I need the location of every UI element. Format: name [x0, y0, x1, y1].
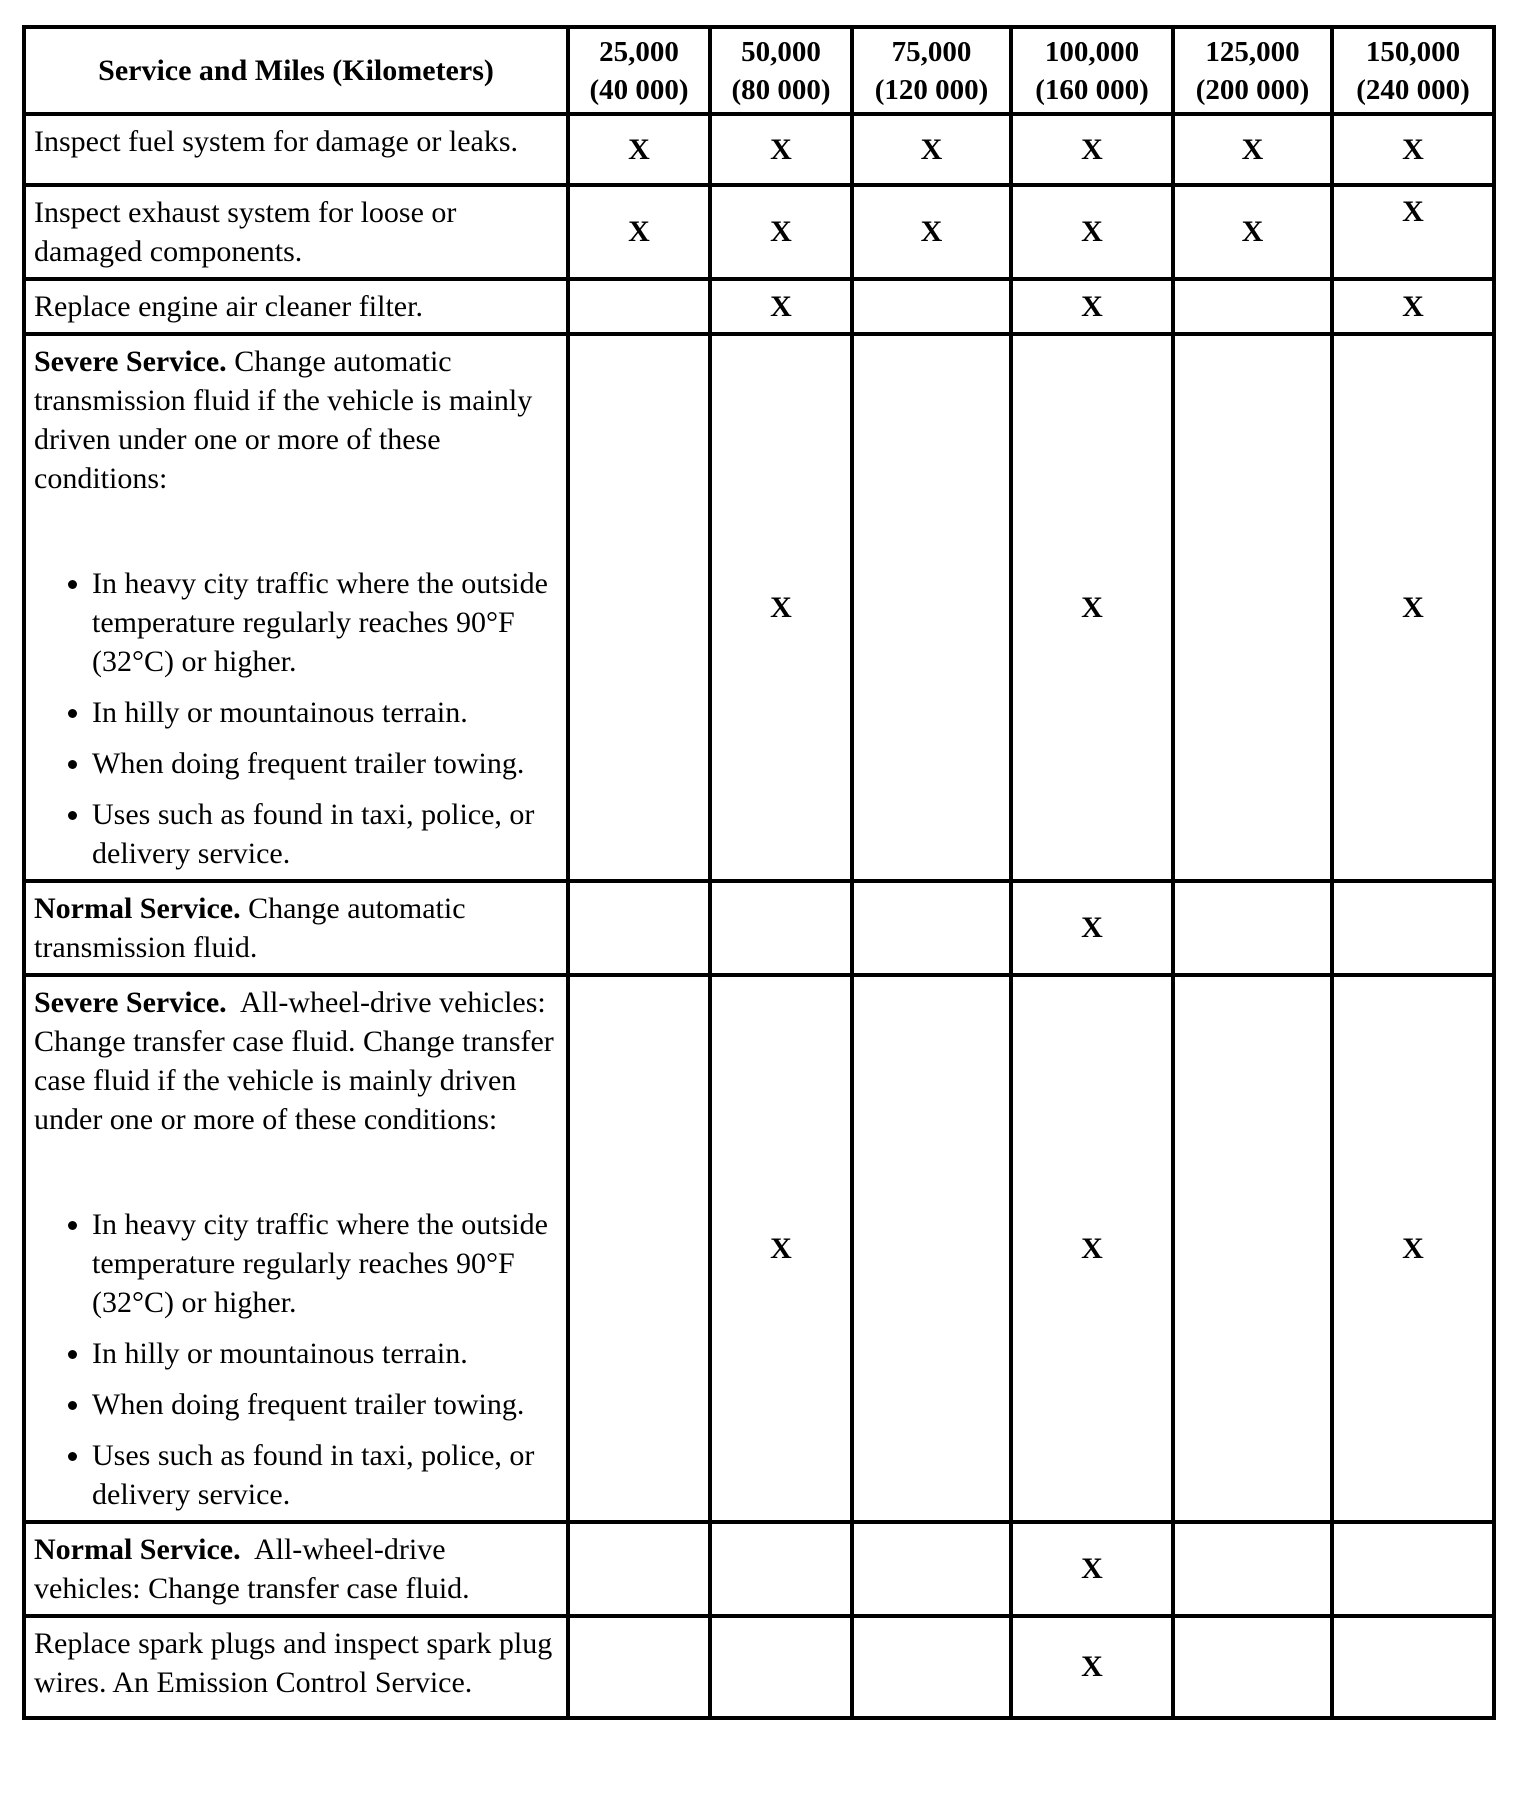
interval-cell-2 [710, 1616, 852, 1718]
service-due-mark: X [1081, 1552, 1103, 1585]
conditions-list [34, 564, 558, 873]
service-type-label: Severe Service. [34, 345, 227, 378]
interval-cell-1 [568, 1616, 710, 1718]
interval-kilometers: (40 000) [589, 73, 689, 106]
interval-cell-6 [1332, 114, 1494, 185]
interval-miles: 150,000 [1365, 35, 1461, 68]
service-due-mark: X [770, 215, 792, 248]
service-type-label: Normal Service. [34, 1533, 241, 1566]
interval-miles: 125,000 [1205, 35, 1300, 68]
table-row [24, 1522, 1494, 1616]
interval-cell-5 [1173, 334, 1332, 881]
service-type-label: Normal Service. [34, 892, 241, 925]
service-description [24, 1522, 568, 1616]
interval-cell-3 [852, 334, 1011, 881]
service-text [34, 1530, 558, 1608]
condition-item: • In hilly or mountainous terrain. [92, 693, 558, 732]
service-text [34, 983, 562, 1139]
interval-miles: 25,000 [599, 35, 679, 68]
interval-kilometers: (200 000) [1195, 73, 1310, 106]
interval-cell-5 [1173, 1616, 1332, 1718]
interval-cell-1 [568, 881, 710, 975]
service-text [34, 122, 558, 161]
interval-cell-6 [1332, 1616, 1494, 1718]
service-description [24, 1616, 568, 1718]
service-description [24, 114, 568, 185]
service-text [34, 889, 558, 967]
condition-item: • Uses such as found in taxi, police, or delivery service. [92, 795, 558, 873]
interval-cell-6 [1332, 279, 1494, 334]
service-due-mark: X [1402, 195, 1424, 228]
interval-cell-2 [710, 975, 852, 1522]
service-description [24, 334, 568, 881]
interval-cell-3 [852, 1522, 1011, 1616]
interval-kilometers: (240 000) [1356, 73, 1470, 106]
service-due-mark: X [920, 132, 943, 166]
service-due-mark: X [1402, 590, 1424, 624]
service-instruction: Change automatic transmission fluid if the vehicle is mainly driven under one or more of these conditions: [34, 345, 540, 495]
table-row [24, 185, 1494, 279]
maintenance-schedule-table [22, 25, 1496, 1720]
interval-kilometers: (80 000) [731, 73, 831, 106]
service-due-mark: X [770, 132, 792, 166]
interval-cell-6 [1332, 1522, 1494, 1616]
condition-item: • In hilly or mountainous terrain. [92, 1334, 558, 1373]
service-description [24, 881, 568, 975]
interval-cell-4 [1011, 334, 1173, 881]
service-due-mark: X [628, 215, 650, 248]
service-due-mark: X [1081, 1650, 1103, 1683]
service-due-mark: X [1081, 132, 1103, 166]
interval-cell-3 [852, 279, 1011, 334]
interval-cell-4 [1011, 114, 1173, 185]
interval-cell-6 [1332, 975, 1494, 1522]
interval-header-6 [1332, 27, 1494, 114]
service-description [24, 975, 568, 1522]
service-instruction: Inspect fuel system for damage or leaks. [34, 125, 518, 158]
interval-header-5 [1173, 27, 1332, 114]
table-row [24, 279, 1494, 334]
service-text [34, 1624, 558, 1702]
interval-cell-2 [710, 114, 852, 185]
interval-cell-1 [568, 185, 710, 279]
interval-cell-5 [1173, 1522, 1332, 1616]
interval-cell-5 [1173, 114, 1332, 185]
table-row [24, 975, 1494, 1522]
service-due-mark: X [920, 215, 943, 248]
service-column-header: Service and Miles (Kilometers) [24, 27, 568, 114]
interval-miles: 75,000 [891, 35, 972, 68]
interval-cell-1 [568, 975, 710, 1522]
interval-cell-1 [568, 279, 710, 334]
interval-cell-6 [1332, 334, 1494, 881]
service-due-mark: X [1081, 215, 1103, 248]
interval-cell-3 [852, 1616, 1011, 1718]
interval-cell-3 [852, 185, 1011, 279]
interval-cell-1 [568, 334, 710, 881]
interval-miles: 50,000 [741, 35, 821, 68]
service-instruction: Replace engine air cleaner filter. [34, 290, 423, 323]
interval-cell-2 [710, 881, 852, 975]
interval-kilometers: (160 000) [1035, 73, 1149, 106]
table-row [24, 1616, 1494, 1718]
condition-item: • When doing frequent trailer towing. [92, 744, 558, 783]
interval-cell-4 [1011, 881, 1173, 975]
interval-cell-4 [1011, 975, 1173, 1522]
interval-cell-3 [852, 881, 1011, 975]
service-due-mark: X [1081, 911, 1103, 944]
service-due-mark: X [770, 289, 792, 323]
service-due-mark: X [1402, 289, 1424, 323]
interval-cell-5 [1173, 975, 1332, 1522]
condition-item: • When doing frequent trailer towing. [92, 1385, 558, 1424]
service-due-mark: X [1081, 590, 1103, 624]
service-due-mark: X [1241, 215, 1264, 248]
condition-item: • In heavy city traffic where the outside temperature regularly reaches 90°F (32°C) or higher. [92, 564, 558, 681]
interval-cell-1 [568, 1522, 710, 1616]
service-text [34, 287, 558, 326]
service-description [24, 279, 568, 334]
service-instruction: Change automatic transmission fluid. [34, 892, 474, 964]
service-instruction: All-wheel-drive vehicles: Change transfer case fluid. [34, 1533, 470, 1605]
interval-cell-3 [852, 114, 1011, 185]
service-type-label: Severe Service. [34, 986, 227, 1019]
interval-cell-4 [1011, 1616, 1173, 1718]
schedule-body [24, 114, 1494, 1718]
table-row [24, 114, 1494, 185]
interval-kilometers: (120 000) [874, 73, 989, 106]
interval-cell-5 [1173, 881, 1332, 975]
condition-item: • Uses such as found in taxi, police, or delivery service. [92, 1436, 558, 1514]
interval-cell-4 [1011, 185, 1173, 279]
interval-cell-2 [710, 334, 852, 881]
service-due-mark: X [1081, 289, 1103, 323]
interval-cell-6 [1332, 881, 1494, 975]
interval-cell-4 [1011, 279, 1173, 334]
service-instruction: Replace spark plugs and inspect spark plug wires. An Emission Control Service. [34, 1627, 560, 1699]
interval-cell-2 [710, 1522, 852, 1616]
service-description [24, 185, 568, 279]
service-due-mark: X [1402, 1231, 1424, 1265]
service-due-mark: X [770, 1231, 792, 1265]
condition-item: • In heavy city traffic where the outside temperature regularly reaches 90°F (32°C) or higher. [92, 1205, 558, 1322]
service-text [34, 193, 558, 271]
header-row [24, 27, 1494, 114]
table-row [24, 881, 1494, 975]
interval-cell-1 [568, 114, 710, 185]
interval-cell-2 [710, 279, 852, 334]
service-instruction: Inspect exhaust system for loose or damaged components. [34, 196, 464, 268]
interval-header-4 [1011, 27, 1173, 114]
service-text [34, 342, 558, 498]
service-due-mark: X [1402, 132, 1424, 166]
interval-cell-2 [710, 185, 852, 279]
interval-cell-3 [852, 975, 1011, 1522]
interval-header-1 [568, 27, 710, 114]
service-due-mark: X [770, 590, 792, 624]
service-instruction: All-wheel-drive vehicles: Change transfer case fluid. Change transfer case fluid if the vehicle is mainly driven under one or more of these conditions: [34, 986, 562, 1136]
interval-cell-5 [1173, 185, 1332, 279]
interval-cell-5 [1173, 279, 1332, 334]
table-row [24, 334, 1494, 881]
interval-cell-4 [1011, 1522, 1173, 1616]
service-due-mark: X [628, 132, 650, 166]
interval-miles: 100,000 [1044, 35, 1140, 68]
interval-cell-6 [1332, 185, 1494, 279]
service-due-mark: X [1081, 1231, 1103, 1265]
conditions-list [34, 1205, 558, 1514]
interval-header-3 [852, 27, 1011, 114]
service-due-mark: X [1241, 132, 1264, 166]
interval-header-2 [710, 27, 852, 114]
